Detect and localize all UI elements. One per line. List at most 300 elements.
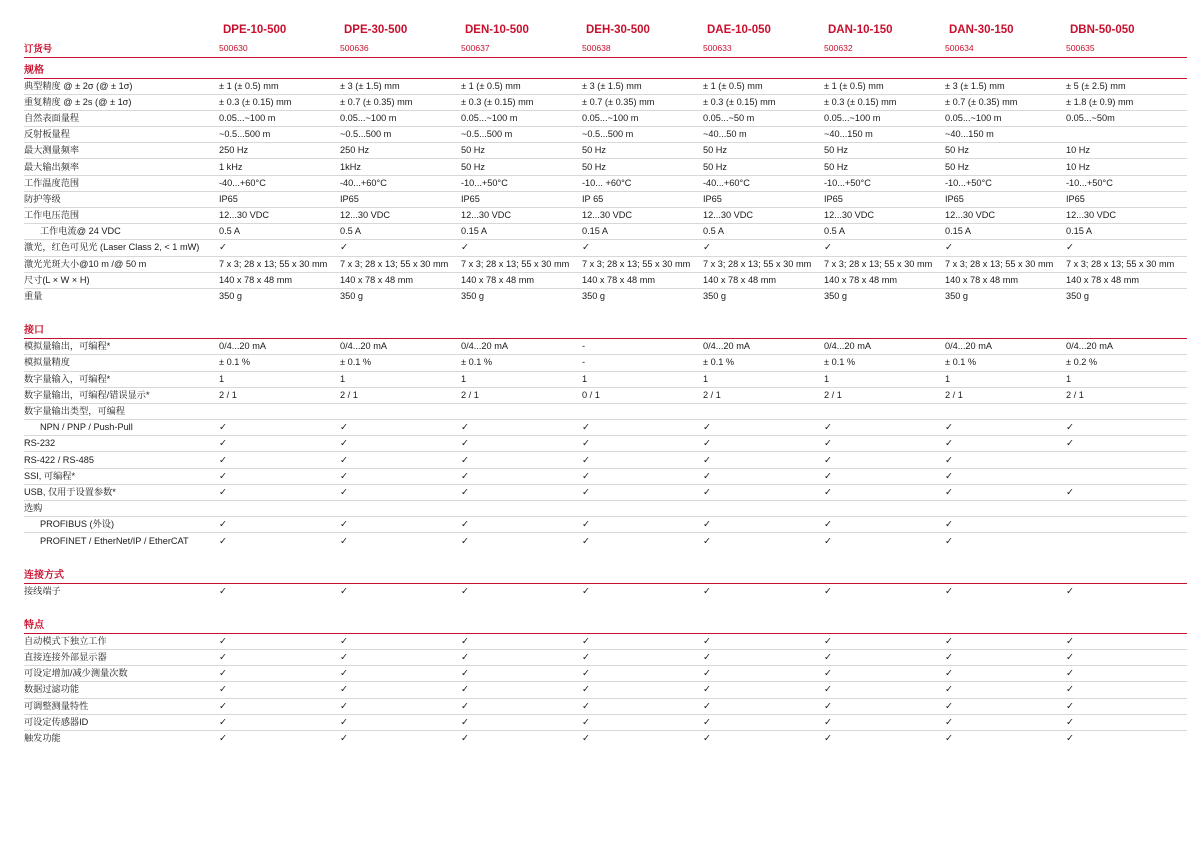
checkmark-icon: ✓ <box>340 698 461 714</box>
checkmark-icon: ✓ <box>219 585 227 597</box>
checkmark-icon: ✓ <box>1066 714 1187 730</box>
order-number-label: 订货号 <box>24 40 219 57</box>
row-value: 250 Hz <box>219 143 340 159</box>
row-value: 7 x 3; 28 x 13; 55 x 30 mm <box>824 256 945 272</box>
checkmark-icon: ✓ <box>824 452 945 468</box>
section-spacer-cell <box>24 305 1187 318</box>
row-value: ~0.5...500 m <box>461 127 582 143</box>
row-value: 2 / 1 <box>945 387 1066 403</box>
row-value: - <box>582 355 703 371</box>
checkmark-icon: ✓ <box>461 666 582 682</box>
row-value: 10 Hz <box>1066 143 1187 159</box>
row-value: 7 x 3; 28 x 13; 55 x 30 mm <box>582 256 703 272</box>
checkmark-icon: ✓ <box>219 468 340 484</box>
checkmark-icon: ✓ <box>945 733 953 745</box>
row-value: ± 1 (± 0.5) mm <box>824 78 945 94</box>
checkmark-icon: ✓ <box>703 420 824 436</box>
row-label: 选购 <box>24 501 219 517</box>
table-row <box>24 191 1187 207</box>
checkmark-icon: ✓ <box>219 517 340 533</box>
table-row <box>24 159 1187 175</box>
order-number-value: 500636 <box>340 40 461 57</box>
row-value: -10...+50°C <box>461 175 582 191</box>
checkmark-icon: ✓ <box>340 484 461 500</box>
checkmark-icon: ✓ <box>219 733 227 745</box>
column-header-deh-30-500: DEH-30-500 <box>586 24 650 36</box>
row-value: 12...30 VDC <box>945 208 1066 224</box>
table-row <box>24 371 1187 387</box>
checkmark-icon: ✓ <box>582 682 703 698</box>
row-value: 0/4...20 mA <box>1066 339 1187 355</box>
checkmark-icon: ✓ <box>461 535 469 547</box>
row-value <box>945 501 1066 517</box>
row-value: 12...30 VDC <box>582 208 703 224</box>
row-value <box>461 403 582 419</box>
table-row <box>24 533 1187 549</box>
row-value: ~0.5...500 m <box>340 127 461 143</box>
checkmark-icon: ✓ <box>461 714 582 730</box>
row-value: 50 Hz <box>703 159 824 175</box>
checkmark-icon: ✓ <box>1066 649 1187 665</box>
row-value: 140 x 78 x 48 mm <box>582 272 703 288</box>
row-value <box>582 501 703 517</box>
checkmark-icon: ✓ <box>703 452 824 468</box>
row-value: 0.05...~100 m <box>219 110 340 126</box>
row-value: 0/4...20 mA <box>703 339 824 355</box>
row-value <box>582 403 703 419</box>
section-title: 规格 <box>24 57 1187 78</box>
row-value: 1 <box>945 371 1066 387</box>
checkmark-icon: ✓ <box>824 633 945 649</box>
checkmark-icon: ✓ <box>461 649 582 665</box>
row-label: 典型精度 @ ± 2σ (@ ± 1σ) <box>24 78 219 94</box>
checkmark-icon: ✓ <box>582 240 703 256</box>
column-header-dpe-30-500: DPE-30-500 <box>344 24 408 36</box>
row-value: ± 0.7 (± 0.35) mm <box>340 94 461 110</box>
checkmark-icon: ✓ <box>582 733 590 745</box>
section-title-row <box>24 562 1187 583</box>
row-value: - <box>582 339 703 355</box>
checkmark-icon: ✓ <box>582 420 703 436</box>
section-title: 特点 <box>24 612 1187 633</box>
checkmark-icon: ✓ <box>1066 633 1187 649</box>
column-header-dbn-50-050: DBN-50-050 <box>1070 24 1135 36</box>
row-value: ± 0.3 (± 0.15) mm <box>219 94 340 110</box>
row-value: ± 3 (± 1.5) mm <box>340 78 461 94</box>
checkmark-icon: ✓ <box>461 585 469 597</box>
checkmark-icon: ✓ <box>582 585 590 597</box>
checkmark-icon: ✓ <box>1066 436 1187 452</box>
checkmark-icon: ✓ <box>461 733 469 745</box>
row-value: 1 <box>461 371 582 387</box>
checkmark-icon: ✓ <box>1066 484 1187 500</box>
section-title: 连接方式 <box>24 562 1187 583</box>
row-value: 12...30 VDC <box>219 208 340 224</box>
row-value: -40...+60°C <box>340 175 461 191</box>
row-value: ± 1 (± 0.5) mm <box>461 78 582 94</box>
row-value: 7 x 3; 28 x 13; 55 x 30 mm <box>703 256 824 272</box>
table-row <box>24 143 1187 159</box>
table-row <box>24 339 1187 355</box>
column-header-dae-10-050: DAE-10-050 <box>707 24 771 36</box>
row-value: ± 0.1 % <box>945 355 1066 371</box>
row-value <box>340 403 461 419</box>
row-value: 50 Hz <box>945 143 1066 159</box>
checkmark-icon: ✓ <box>703 666 824 682</box>
row-value: 50 Hz <box>582 159 703 175</box>
row-value: 0/4...20 mA <box>340 339 461 355</box>
checkmark-icon: ✓ <box>703 733 711 745</box>
row-label: 数据过滤功能 <box>24 682 219 698</box>
checkmark-icon: ✓ <box>219 436 340 452</box>
row-label: PROFINET / EtherNet/IP / EtherCAT <box>40 535 189 546</box>
table-row <box>24 501 1187 517</box>
row-value <box>1066 533 1187 549</box>
row-label: 数字量输出，可编程/错误显示* <box>24 387 219 403</box>
row-label: 尺寸(L × W × H) <box>24 272 219 288</box>
table-row <box>24 436 1187 452</box>
checkmark-icon: ✓ <box>219 714 340 730</box>
row-value: 50 Hz <box>703 143 824 159</box>
row-label: 防护等级 <box>24 191 219 207</box>
checkmark-icon: ✓ <box>219 633 340 649</box>
row-value: ± 0.1 % <box>219 355 340 371</box>
row-value: ± 1 (± 0.5) mm <box>219 78 340 94</box>
section-title-row <box>24 612 1187 633</box>
checkmark-icon: ✓ <box>461 633 582 649</box>
table-row <box>24 468 1187 484</box>
checkmark-icon: ✓ <box>945 517 1066 533</box>
row-value: 250 Hz <box>340 143 461 159</box>
table-row <box>24 420 1187 436</box>
row-value: IP65 <box>703 191 824 207</box>
checkmark-icon: ✓ <box>945 436 1066 452</box>
checkmark-icon: ✓ <box>824 517 945 533</box>
row-label: 模拟量精度 <box>24 355 219 371</box>
checkmark-icon: ✓ <box>824 649 945 665</box>
table-row <box>24 730 1187 746</box>
checkmark-icon: ✓ <box>945 585 953 597</box>
checkmark-icon: ✓ <box>219 484 340 500</box>
checkmark-icon: ✓ <box>703 682 824 698</box>
row-value: IP65 <box>461 191 582 207</box>
order-number-value: 500633 <box>703 40 824 57</box>
row-value: 0/4...20 mA <box>219 339 340 355</box>
section-spacer-cell <box>24 549 1187 562</box>
checkmark-icon: ✓ <box>824 535 832 547</box>
checkmark-icon: ✓ <box>945 666 1066 682</box>
row-value: 50 Hz <box>824 143 945 159</box>
checkmark-icon: ✓ <box>340 714 461 730</box>
checkmark-icon: ✓ <box>824 420 945 436</box>
checkmark-icon: ✓ <box>703 436 824 452</box>
checkmark-icon: ✓ <box>219 535 227 547</box>
checkmark-icon: ✓ <box>340 436 461 452</box>
row-value <box>340 501 461 517</box>
row-label: RS-422 / RS-485 <box>24 452 219 468</box>
checkmark-icon: ✓ <box>340 666 461 682</box>
row-value <box>1066 403 1187 419</box>
checkmark-icon: ✓ <box>703 649 824 665</box>
row-value <box>824 403 945 419</box>
row-value: ± 0.2 % <box>1066 355 1187 371</box>
row-label: 模拟量输出，可编程* <box>24 339 219 355</box>
checkmark-icon: ✓ <box>945 633 1066 649</box>
row-value: 350 g <box>219 291 242 302</box>
row-value: 50 Hz <box>945 159 1066 175</box>
row-value: -10...+50°C <box>945 175 1066 191</box>
row-value: 350 g <box>945 291 968 302</box>
checkmark-icon: ✓ <box>461 468 582 484</box>
section-spacer <box>24 305 1187 318</box>
table-row <box>24 256 1187 272</box>
table-row <box>24 387 1187 403</box>
row-value: ± 0.1 % <box>340 355 461 371</box>
checkmark-icon: ✓ <box>461 484 582 500</box>
checkmark-icon: ✓ <box>461 436 582 452</box>
checkmark-icon: ✓ <box>703 468 824 484</box>
row-value: 50 Hz <box>582 143 703 159</box>
row-value: 0.05...~100 m <box>824 110 945 126</box>
row-value: ~40...150 m <box>945 127 1066 143</box>
row-label: 激光光斑大小@10 m /@ 50 m <box>24 256 219 272</box>
checkmark-icon: ✓ <box>582 436 703 452</box>
table-row <box>24 666 1187 682</box>
column-header-dan-10-150: DAN-10-150 <box>828 24 893 36</box>
row-value: 2 / 1 <box>703 387 824 403</box>
row-label: 数字量输出类型，可编程 <box>24 403 219 419</box>
row-value: 12...30 VDC <box>340 208 461 224</box>
row-value: 140 x 78 x 48 mm <box>824 272 945 288</box>
row-value: ± 0.7 (± 0.35) mm <box>582 94 703 110</box>
row-value: 0.05...~100 m <box>945 110 1066 126</box>
checkmark-icon: ✓ <box>582 484 703 500</box>
checkmark-icon: ✓ <box>703 240 824 256</box>
checkmark-icon: ✓ <box>1066 733 1074 745</box>
checkmark-icon: ✓ <box>945 420 1066 436</box>
row-value: ± 0.3 (± 0.15) mm <box>824 94 945 110</box>
checkmark-icon: ✓ <box>824 240 945 256</box>
row-value: 12...30 VDC <box>824 208 945 224</box>
row-value: 0.05...~50 m <box>703 110 824 126</box>
checkmark-icon: ✓ <box>219 666 340 682</box>
row-value: ± 0.1 % <box>824 355 945 371</box>
row-value: ± 0.1 % <box>461 355 582 371</box>
row-label: 重复精度 @ ± 2s (@ ± 1σ) <box>24 94 219 110</box>
checkmark-icon: ✓ <box>703 714 824 730</box>
checkmark-icon: ✓ <box>824 714 945 730</box>
checkmark-icon: ✓ <box>945 468 1066 484</box>
row-value: IP65 <box>1066 191 1187 207</box>
checkmark-icon: ✓ <box>824 682 945 698</box>
checkmark-icon: ✓ <box>340 633 461 649</box>
row-value: 1 <box>1066 371 1187 387</box>
row-value: 350 g <box>1066 291 1089 302</box>
row-label: 最大输出频率 <box>24 159 219 175</box>
table-row <box>24 714 1187 730</box>
row-value: 12...30 VDC <box>1066 208 1187 224</box>
row-value: ~0.5...500 m <box>219 127 340 143</box>
row-value: 0.15 A <box>582 224 703 240</box>
row-value: 0.05...~50m <box>1066 110 1187 126</box>
checkmark-icon: ✓ <box>340 517 461 533</box>
checkmark-icon: ✓ <box>582 452 703 468</box>
row-value <box>1066 127 1187 143</box>
row-value: 2 / 1 <box>824 387 945 403</box>
row-value: ± 5 (± 2.5) mm <box>1066 78 1187 94</box>
row-value: 350 g <box>703 291 726 302</box>
checkmark-icon: ✓ <box>219 698 340 714</box>
table-row <box>24 272 1187 288</box>
row-value: 1 <box>824 371 945 387</box>
checkmark-icon: ✓ <box>945 452 1066 468</box>
table-row <box>24 355 1187 371</box>
checkmark-icon: ✓ <box>1066 240 1187 256</box>
table-row <box>24 288 1187 304</box>
row-label: 工作电流@ 24 VDC <box>24 224 219 240</box>
section-spacer <box>24 599 1187 612</box>
checkmark-icon: ✓ <box>340 420 461 436</box>
specification-table <box>24 18 1187 747</box>
checkmark-icon: ✓ <box>340 649 461 665</box>
checkmark-icon: ✓ <box>945 698 1066 714</box>
checkmark-icon: ✓ <box>582 666 703 682</box>
table-row <box>24 682 1187 698</box>
row-value: 0.5 A <box>340 224 461 240</box>
section-title: 接口 <box>24 318 1187 339</box>
row-value: 1 kHz <box>219 159 340 175</box>
checkmark-icon: ✓ <box>340 452 461 468</box>
row-value <box>1066 517 1187 533</box>
row-label: 最大测量频率 <box>24 143 219 159</box>
row-value: ± 0.7 (± 0.35) mm <box>945 94 1066 110</box>
row-label: RS-232 <box>24 436 219 452</box>
section-spacer <box>24 549 1187 562</box>
row-value: 140 x 78 x 48 mm <box>703 272 824 288</box>
row-value: 0 / 1 <box>582 387 703 403</box>
checkmark-icon: ✓ <box>582 535 590 547</box>
row-value: 50 Hz <box>824 159 945 175</box>
order-number-row <box>24 40 1187 57</box>
order-number-value: 500637 <box>461 40 582 57</box>
order-number-value: 500634 <box>945 40 1066 57</box>
checkmark-icon: ✓ <box>1066 666 1187 682</box>
checkmark-icon: ✓ <box>703 633 824 649</box>
row-value: 12...30 VDC <box>461 208 582 224</box>
row-value: 12...30 VDC <box>703 208 824 224</box>
row-value <box>703 501 824 517</box>
checkmark-icon: ✓ <box>945 714 1066 730</box>
row-value: 0.5 A <box>703 224 824 240</box>
row-value: -40...+60°C <box>703 175 824 191</box>
row-value <box>703 403 824 419</box>
checkmark-icon: ✓ <box>461 452 582 468</box>
checkmark-icon: ✓ <box>1066 698 1187 714</box>
row-value: 350 g <box>582 291 605 302</box>
checkmark-icon: ✓ <box>219 682 340 698</box>
checkmark-icon: ✓ <box>340 682 461 698</box>
row-value: IP65 <box>340 191 461 207</box>
row-value: 2 / 1 <box>219 387 340 403</box>
checkmark-icon: ✓ <box>461 420 582 436</box>
row-value: ± 1 (± 0.5) mm <box>703 78 824 94</box>
checkmark-icon: ✓ <box>945 682 1066 698</box>
row-value: ± 3 (± 1.5) mm <box>945 78 1066 94</box>
header-label-spacer <box>24 18 219 40</box>
row-value: 7 x 3; 28 x 13; 55 x 30 mm <box>461 256 582 272</box>
section-title-row <box>24 57 1187 78</box>
row-value: 140 x 78 x 48 mm <box>1066 272 1187 288</box>
table-row <box>24 110 1187 126</box>
row-label: NPN / PNP / Push-Pull <box>24 420 219 436</box>
checkmark-icon: ✓ <box>945 484 1066 500</box>
checkmark-icon: ✓ <box>461 517 582 533</box>
checkmark-icon: ✓ <box>461 698 582 714</box>
checkmark-icon: ✓ <box>219 649 340 665</box>
row-label: 直接连接外部显示器 <box>24 649 219 665</box>
row-value: 7 x 3; 28 x 13; 55 x 30 mm <box>1066 256 1187 272</box>
checkmark-icon: ✓ <box>1066 682 1187 698</box>
row-value: 0.15 A <box>945 224 1066 240</box>
row-value: 1 <box>582 371 703 387</box>
row-value: ± 0.1 % <box>703 355 824 371</box>
row-label: 自然表面量程 <box>24 110 219 126</box>
row-value: -40...+60°C <box>219 175 340 191</box>
checkmark-icon: ✓ <box>945 240 1066 256</box>
row-value: 50 Hz <box>461 159 582 175</box>
row-value: IP65 <box>824 191 945 207</box>
table-row <box>24 484 1187 500</box>
checkmark-icon: ✓ <box>582 517 703 533</box>
row-value: 0.05...~100 m <box>582 110 703 126</box>
checkmark-icon: ✓ <box>824 698 945 714</box>
row-value: ~0.5...500 m <box>582 127 703 143</box>
row-label: SSI, 可编程* <box>24 468 219 484</box>
table-row <box>24 175 1187 191</box>
table-row <box>24 240 1187 256</box>
row-value: 0.5 A <box>824 224 945 240</box>
row-value: 0/4...20 mA <box>945 339 1066 355</box>
checkmark-icon: ✓ <box>582 698 703 714</box>
row-value: 0.05...~100 m <box>340 110 461 126</box>
row-label: 触发功能 <box>24 733 61 744</box>
row-value: 140 x 78 x 48 mm <box>461 272 582 288</box>
row-label: 自动模式下独立工作 <box>24 633 219 649</box>
order-number-value: 500632 <box>824 40 945 57</box>
column-header-den-10-500: DEN-10-500 <box>465 24 529 36</box>
row-value: 7 x 3; 28 x 13; 55 x 30 mm <box>340 256 461 272</box>
checkmark-icon: ✓ <box>461 240 582 256</box>
row-label: 工作电压范围 <box>24 208 219 224</box>
row-value: 1 <box>340 371 461 387</box>
row-label: 反射板量程 <box>24 127 219 143</box>
row-value <box>945 403 1066 419</box>
row-value: 140 x 78 x 48 mm <box>219 272 340 288</box>
row-value: 7 x 3; 28 x 13; 55 x 30 mm <box>219 256 340 272</box>
row-label: 工作温度范围 <box>24 175 219 191</box>
table-row <box>24 583 1187 599</box>
section-title-row <box>24 318 1187 339</box>
checkmark-icon: ✓ <box>703 484 824 500</box>
row-value: 1kHz <box>340 159 461 175</box>
checkmark-icon: ✓ <box>582 633 703 649</box>
table-row <box>24 403 1187 419</box>
row-value: ± 0.3 (± 0.15) mm <box>461 94 582 110</box>
section-spacer-cell <box>24 599 1187 612</box>
order-number-value: 500630 <box>219 40 340 57</box>
row-value: 1 <box>703 371 824 387</box>
row-value: 2 / 1 <box>1066 387 1187 403</box>
